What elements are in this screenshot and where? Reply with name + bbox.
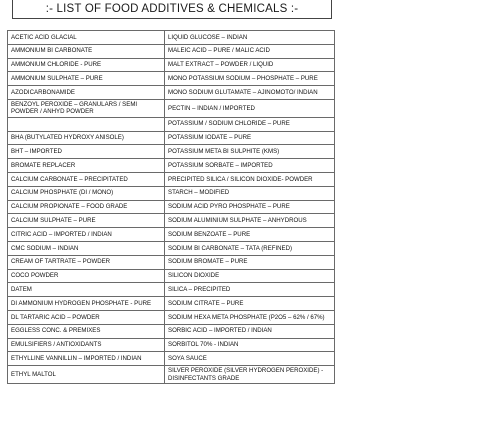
table-row [8,352,335,366]
additive-name-right: SILVER PEROXIDE (SILVER HYDROGEN PEROXIDE) - DISINFECTANTS GRADE [165,366,335,384]
table-row [8,228,335,242]
additive-name-left [8,117,165,131]
additive-name-left: BHA (BUTYLATED HYDROXY ANISOLE) [8,131,165,145]
additive-name-left: DL TARTARIC ACID – POWDER [8,310,165,324]
additive-name-left: EGGLESS CONC. & PREMIXES [8,324,165,338]
table-row [8,310,335,324]
additive-name-left: CALCIUM PROPIONATE – FOOD GRADE [8,200,165,214]
additive-name-left: BHT – IMPORTED [8,145,165,159]
additive-name-left: BROMATE REPLACER [8,159,165,173]
additive-name-left: AMMONIUM CHLORIDE - PURE [8,58,165,72]
table-row [8,72,335,86]
additives-table [7,30,335,384]
additive-name-right: MONO POTASSIUM SODIUM – PHOSPHATE – PURE [165,72,335,86]
table-row [8,297,335,311]
table-row [8,172,335,186]
additive-name-left: DATEM [8,283,165,297]
table-row [8,200,335,214]
additive-name-left: CMC SODIUM – INDIAN [8,241,165,255]
additive-name-right: SODIUM BI CARBONATE – TATA (REFINED) [165,241,335,255]
table-row [8,86,335,100]
table-row [8,145,335,159]
table-row [8,31,335,45]
table-row [8,117,335,131]
table-row [8,58,335,72]
additive-name-right: SODIUM HEXA META PHOSPHATE (P2O5 – 62% / 67%) [165,310,335,324]
additive-name-right: POTASSIUM / SODIUM CHLORIDE – PURE [165,117,335,131]
table-row [8,269,335,283]
additive-name-right: MALEIC ACID – PURE / MALIC ACID [165,44,335,58]
additives-table-body [8,31,335,384]
table-row [8,338,335,352]
table-row [8,255,335,269]
additive-name-right: SILICA – PRECIPITED [165,283,335,297]
additive-name-left: AMMONIUM BI CARBONATE [8,44,165,58]
additive-name-left: ETHYL MALTOL [8,366,165,384]
additive-name-left: CREAM OF TARTRATE – POWDER [8,255,165,269]
additive-name-left: ETHYLLINE VANNILLIN – IMPORTED / INDIAN [8,352,165,366]
additive-name-left: CALCIUM PHOSPHATE (DI / MONO) [8,186,165,200]
additive-name-left: BENZOYL PEROXIDE – GRANULARS / SEMI POWDER / ANHYD POWDER [8,99,165,117]
table-row [8,131,335,145]
additive-name-right: SILICON DIOXIDE [165,269,335,283]
additive-name-left: AZODICARBONAMIDE [8,86,165,100]
additive-name-right: SODIUM CITRATE – PURE [165,297,335,311]
additive-name-right: POTASSIUM IODATE – PURE [165,131,335,145]
additive-name-left: EMULSIFIERS / ANTIOXIDANTS [8,338,165,352]
additive-name-right: SODIUM ACID PYRO PHOSPHATE – PURE [165,200,335,214]
additive-name-right: SODIUM BROMATE – PURE [165,255,335,269]
additive-name-left: ACETIC ACID GLACIAL [8,31,165,45]
additive-name-left: COCO POWDER [8,269,165,283]
additive-name-right: POTASSIUM SORBATE – IMPORTED [165,159,335,173]
additive-name-right: SORBITOL 70% - INDIAN [165,338,335,352]
additive-name-right: SODIUM BENZOATE – PURE [165,228,335,242]
page-title: :- LIST OF FOOD ADDITIVES & CHEMICALS :- [12,0,332,19]
additive-name-right: MONO SODIUM GLUTAMATE – AJINOMOTO/ INDIAN [165,86,335,100]
table-row [8,241,335,255]
additive-name-right: MALT EXTRACT – POWDER / LIQUID [165,58,335,72]
table-row [8,366,335,384]
additive-name-right: SOYA SAUCE [165,352,335,366]
additive-name-left: CITRIC ACID – IMPORTED / INDIAN [8,228,165,242]
table-row [8,283,335,297]
additive-name-right: SODIUM ALUMINIUM SULPHATE – ANHYDROUS [165,214,335,228]
additive-name-left: CALCIUM CARBONATE – PRECIPITATED [8,172,165,186]
additive-name-right: POTASSIUM META BI SULPHITE (KMS) [165,145,335,159]
additive-name-left: CALCIUM SULPHATE – PURE [8,214,165,228]
table-row [8,186,335,200]
table-row [8,214,335,228]
additive-name-left: DI AMMONIUM HYDROGEN PHOSPHATE - PURE [8,297,165,311]
table-row [8,99,335,117]
table-row [8,324,335,338]
additive-name-right: LIQUID GLUCOSE – INDIAN [165,31,335,45]
table-row [8,159,335,173]
additive-name-right: PECTIN – INDIAN / IMPORTED [165,99,335,117]
additive-name-right: SORBIC ACID – IMPORTED / INDIAN [165,324,335,338]
additive-name-right: PRECIPITED SILICA / SILICON DIOXIDE- POWDER [165,172,335,186]
additive-name-left: AMMONIUM SULPHATE – PURE [8,72,165,86]
additive-name-right: STARCH – MODIFIED [165,186,335,200]
table-row [8,44,335,58]
